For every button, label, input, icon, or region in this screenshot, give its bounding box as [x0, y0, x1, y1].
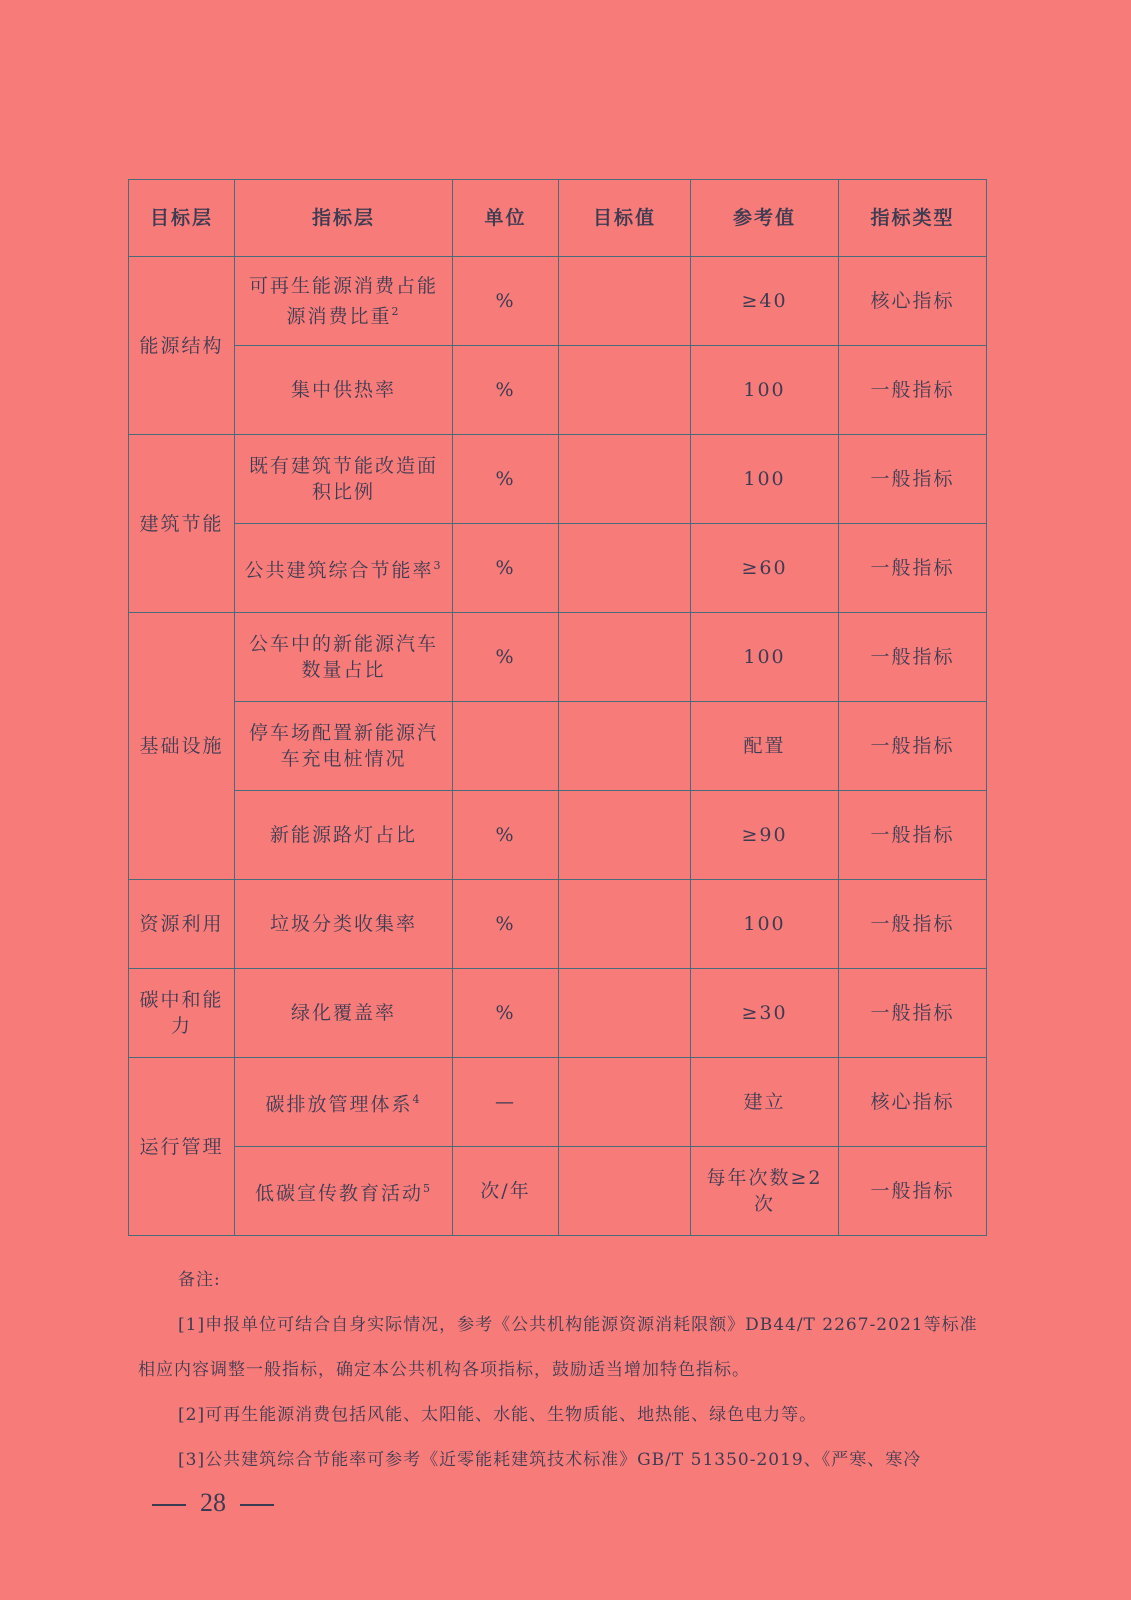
footnote-marker: 3 — [433, 558, 443, 572]
table-row — [129, 880, 987, 969]
indicator-text: 公共建筑综合节能率 — [244, 559, 434, 582]
cell-target-value — [559, 435, 691, 524]
header-indicator-type: 指标类型 — [839, 180, 987, 257]
cell-target-value — [559, 257, 691, 346]
cell-indicator — [235, 880, 453, 969]
table-row — [129, 257, 987, 346]
header-reference-value: 参考值 — [691, 180, 839, 257]
cell-indicator — [235, 702, 453, 791]
cell-indicator — [235, 524, 453, 613]
cell-target-layer: 运行管理 — [129, 1058, 235, 1236]
footnote-marker: 5 — [423, 1181, 432, 1195]
table-row — [129, 1147, 987, 1236]
cell-indicator-type: 核心指标 — [839, 1058, 987, 1147]
table-row — [129, 969, 987, 1058]
cell-reference-value: ≥30 — [691, 969, 839, 1058]
table-row — [129, 524, 987, 613]
footer-dash-right — [240, 1504, 274, 1506]
cell-target-value — [559, 1147, 691, 1236]
notes-section — [138, 1258, 988, 1483]
cell-indicator-type: 一般指标 — [839, 969, 987, 1058]
cell-unit: % — [453, 791, 559, 880]
cell-target-layer: 碳中和能力 — [129, 969, 235, 1058]
cell-target-layer: 能源结构 — [129, 257, 235, 435]
cell-indicator-type: 一般指标 — [839, 346, 987, 435]
header-unit: 单位 — [453, 180, 559, 257]
cell-indicator-type: 一般指标 — [839, 880, 987, 969]
header-target-value: 目标值 — [559, 180, 691, 257]
cell-reference-value: 100 — [691, 613, 839, 702]
cell-reference-value: 100 — [691, 880, 839, 969]
cell-target-layer: 资源利用 — [129, 880, 235, 969]
cell-unit: % — [453, 524, 559, 613]
cell-reference-value: ≥90 — [691, 791, 839, 880]
page-footer — [138, 1488, 288, 1518]
cell-target-layer: 基础设施 — [129, 613, 235, 880]
page-number: 28 — [200, 1488, 226, 1517]
table-row — [129, 1058, 987, 1147]
cell-indicator — [235, 969, 453, 1058]
table-body — [129, 257, 987, 1236]
note-item: [2]可再生能源消费包括风能、太阳能、水能、生物质能、地热能、绿色电力等。 — [178, 1405, 818, 1425]
cell-unit: % — [453, 257, 559, 346]
cell-unit: % — [453, 435, 559, 524]
cell-indicator — [235, 791, 453, 880]
cell-indicator — [235, 435, 453, 524]
indicator-text: 碳排放管理体系 — [265, 1093, 413, 1116]
indicator-text: 公车中的新能源汽车数量占比 — [248, 633, 438, 681]
footnote-marker: 4 — [412, 1092, 422, 1106]
table-row — [129, 346, 987, 435]
table-header-row — [129, 180, 987, 257]
cell-target-value — [559, 702, 691, 791]
indicator-text: 低碳宣传教育活动 — [254, 1182, 423, 1205]
footer-dash-left — [152, 1504, 186, 1506]
cell-unit — [453, 702, 559, 791]
table-row — [129, 791, 987, 880]
cell-reference-value: ≥60 — [691, 524, 839, 613]
cell-unit: % — [453, 969, 559, 1058]
indicator-text: 停车场配置新能源汽车充电桩情况 — [248, 722, 438, 770]
table-row — [129, 613, 987, 702]
header-indicator-layer: 指标层 — [235, 180, 453, 257]
note-item: [3]公共建筑综合节能率可参考《近零能耗建筑技术标准》GB/T 51350-2019、《严寒、寒冷 — [178, 1450, 922, 1470]
cell-reference-value: 配置 — [691, 702, 839, 791]
cell-reference-value: 100 — [691, 435, 839, 524]
cell-unit: % — [453, 880, 559, 969]
header-target-layer: 目标层 — [129, 180, 235, 257]
cell-reference-value: 每年次数≥2次 — [691, 1147, 839, 1236]
cell-unit: % — [453, 613, 559, 702]
indicator-text: 集中供热率 — [290, 379, 396, 401]
cell-target-value — [559, 969, 691, 1058]
cell-indicator — [235, 257, 453, 346]
indicator-text: 可再生能源消费占能源消费比重 — [248, 274, 438, 328]
cell-unit: 次/年 — [453, 1147, 559, 1236]
cell-indicator — [235, 1147, 453, 1236]
footnote-marker: 2 — [391, 304, 401, 318]
note-item: [1]申报单位可结合自身实际情况，参考《公共机构能源资源消耗限额》DB44/T 2267-2021等标准相应内容调整一般指标，确定本公共机构各项指标，鼓励适当增加特色指标。 — [138, 1315, 978, 1380]
cell-reference-value: ≥40 — [691, 257, 839, 346]
cell-indicator-type: 一般指标 — [839, 524, 987, 613]
cell-indicator-type: 一般指标 — [839, 435, 987, 524]
indicator-table — [128, 179, 987, 1236]
cell-reference-value: 建立 — [691, 1058, 839, 1147]
indicator-text: 绿化覆盖率 — [290, 1002, 396, 1024]
cell-indicator-type: 一般指标 — [839, 1147, 987, 1236]
cell-indicator — [235, 613, 453, 702]
indicator-text: 既有建筑节能改造面积比例 — [248, 455, 438, 503]
cell-reference-value: 100 — [691, 346, 839, 435]
cell-unit: — — [453, 1058, 559, 1147]
cell-indicator-type: 一般指标 — [839, 791, 987, 880]
cell-indicator-type: 一般指标 — [839, 613, 987, 702]
cell-target-value — [559, 1058, 691, 1147]
cell-indicator — [235, 346, 453, 435]
cell-unit: % — [453, 346, 559, 435]
cell-target-layer: 建筑节能 — [129, 435, 235, 613]
table-row — [129, 435, 987, 524]
table-row — [129, 702, 987, 791]
cell-indicator-type: 核心指标 — [839, 257, 987, 346]
cell-indicator — [235, 1058, 453, 1147]
cell-indicator-type: 一般指标 — [839, 702, 987, 791]
indicator-text: 新能源路灯占比 — [269, 824, 417, 846]
cell-target-value — [559, 880, 691, 969]
cell-target-value — [559, 613, 691, 702]
indicator-text: 垃圾分类收集率 — [269, 913, 417, 935]
notes-title: 备注: — [178, 1270, 221, 1290]
cell-target-value — [559, 791, 691, 880]
cell-target-value — [559, 346, 691, 435]
cell-target-value — [559, 524, 691, 613]
